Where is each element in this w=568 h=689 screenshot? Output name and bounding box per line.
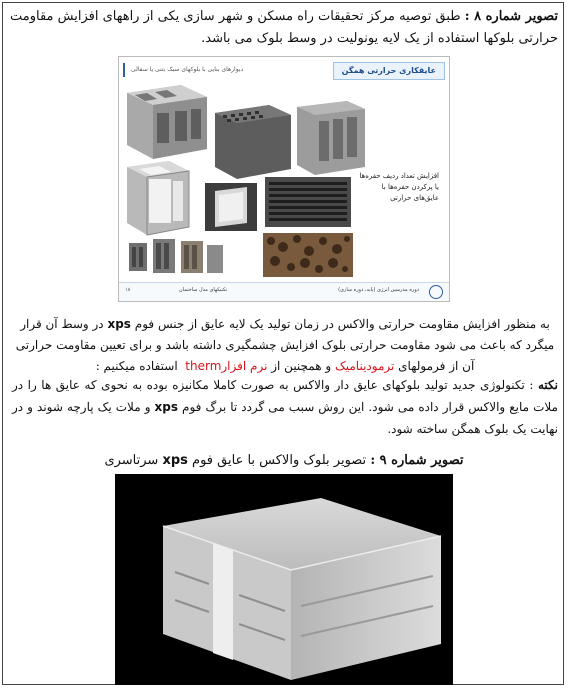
figure-9-caption — [10, 450, 558, 471]
note-label: نکته — [537, 378, 558, 392]
para1-thermodynamic: ترمودینامیک — [335, 359, 395, 373]
insulated-block-photo — [127, 161, 189, 235]
para1-software: نرم افزار — [221, 359, 268, 373]
slotted-block-photo — [265, 177, 351, 227]
figure-9-label: تصویر شماره ۹ : — [370, 453, 464, 468]
note-xps: xps — [154, 400, 179, 414]
para1-therm: therm — [181, 359, 222, 373]
slide-page-number: ۱۸ — [125, 287, 131, 293]
slide-note: افزایش تعداد ردیف حفره‌ها یا پرکردن حفره‌ها با عایق‌های حرارتی — [359, 172, 439, 202]
para1-part-2: در وسط آن قرار میگرد که باعث می شود مقاومت حرارتی بلوک افزایش چشمگیری داشته باشد و برای تعیین مقاومت حرارتی آن از فرمولهای — [15, 317, 555, 373]
small-blocks-photo — [129, 239, 223, 273]
para1-part-4: استفاده میکنیم : — [95, 359, 182, 373]
para1-part-3: و همچنین از — [267, 359, 335, 373]
foam-texture-photo — [263, 233, 353, 277]
institute-logo-icon — [429, 285, 443, 299]
figure-8-label: تصویر شماره ۸ : — [464, 9, 558, 24]
perforated-block-photo — [215, 105, 291, 179]
figure-8-slide — [118, 56, 450, 302]
porous-block-photo — [297, 101, 365, 175]
para1-part-1: به منظور افزایش مقاومت حرارتی والاکس در زمان تولید یک لایه عایق از جنس فوم — [130, 317, 550, 331]
figure-9-xps: xps — [162, 453, 188, 468]
figure-8-caption — [10, 6, 558, 50]
panel-closeup-photo — [205, 183, 257, 231]
insulation-paragraph — [12, 314, 558, 377]
slide-subtitle: دیوارهای بنایی با بلوکهای سبک بتنی یا سفالی — [123, 63, 249, 77]
figure-8-text: طبق توصیه مرکز تحقیقات راه مسکن و شهر سازی یکی از راههای افزایش مقاومت حرارتی بلوکها استفاده از یک لایه یونولیت در وسط بلوک می باشد. — [10, 9, 558, 46]
note-part-1: : تکنولوژی جدید تولید بلوکهای عایق دار والاکس به صورت کاملا مکانیزه بوده به نحوی که عایق ها را در ملات مایع والاکس قرار داده می شود. این روش سبب می گردد تا برگ فوم — [12, 378, 558, 414]
note-paragraph — [12, 374, 558, 440]
para1-xps: xps — [107, 317, 131, 331]
figure-9-part-1: تصویر بلوک والاکس با عایق فوم — [187, 453, 371, 468]
insulated-wallex-block — [115, 474, 453, 685]
note-part-2: و ملات یک پارچه شوند و در نهایت یک بلوک همگن ساخته شود. — [12, 400, 558, 436]
figure-9-photo — [115, 474, 453, 685]
slide-footer — [119, 282, 449, 301]
figure-9-part-2: سرتاسری — [104, 453, 163, 468]
slide-title: عایقکاری حرارتی همگن — [333, 62, 445, 80]
slide-footer-left: تکنیکهای مدل ساختمان — [179, 287, 228, 293]
slide-footer-right: دوره مدرسین انرژی (پایه، دوره سازی) — [338, 287, 419, 293]
hollow-block-photo — [127, 85, 207, 159]
